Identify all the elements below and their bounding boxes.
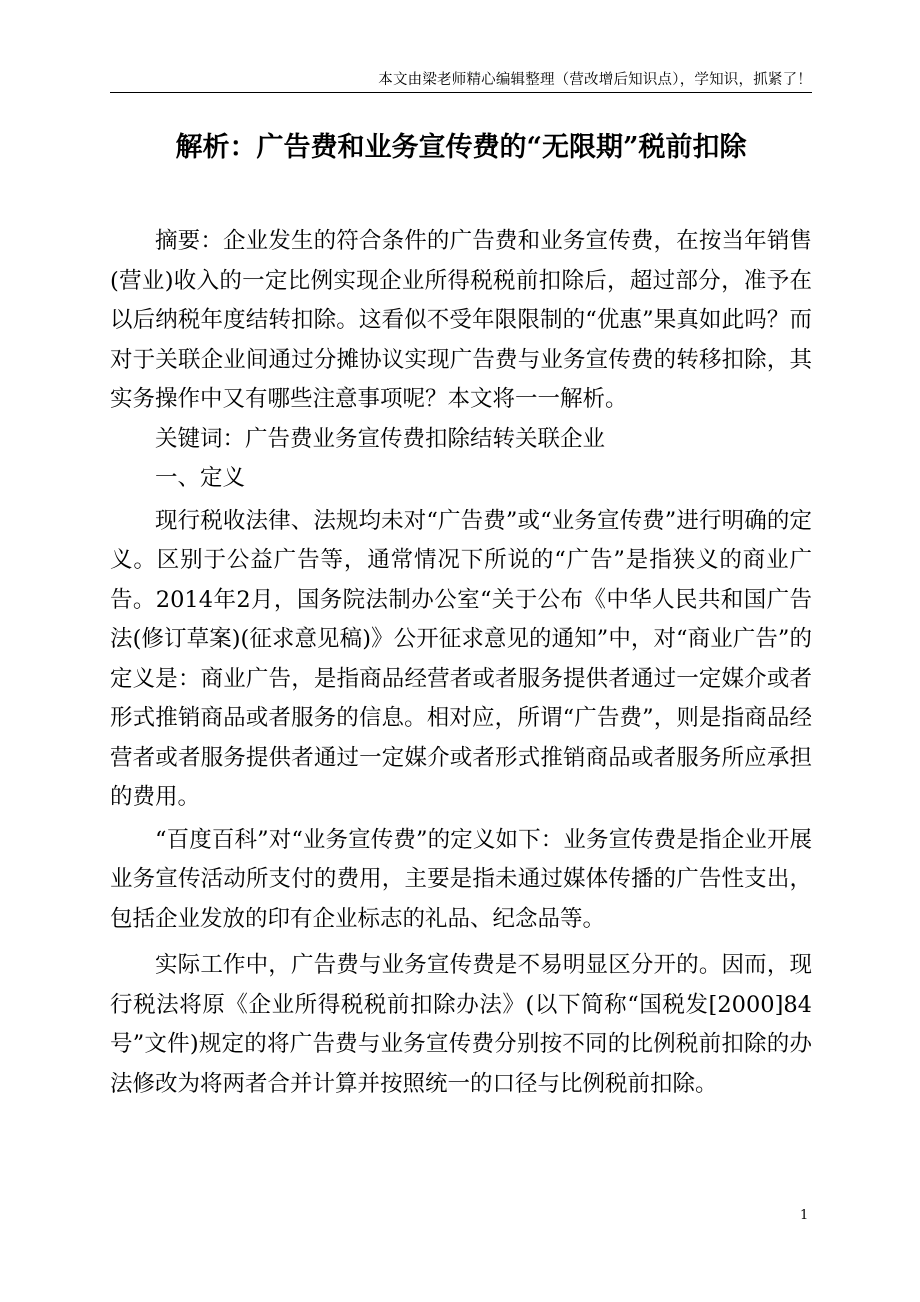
definition-paragraph-1: 现行税收法律、法规均未对“广告费”或“业务宣传费”进行明确的定义。区别于公益广告等，通常情况下所说的“广告”是指狭义的商业广告。2014年2月，国务院法制办公室“关于公布《中华人民共和国广告法(修订草案)(征求意见稿)》公开征求意见的通知”中，对“商业广告”的定义是：商业广告，是指商品经营者或者服务提供者通过一定媒介或者形式推销商品或者服务的信息。相对应，所谓“广告费”，则是指商品经营者或者服务提供者通过一定媒介或者形式推销商品或者服务所应承担的费用。 xyxy=(110,507,812,810)
keywords-paragraph: 关键词：广告费业务宣传费扣除结转关联企业 xyxy=(155,425,606,452)
section-heading-definition: 一、定义 xyxy=(155,465,246,491)
page-header xyxy=(110,70,812,93)
definition-paragraph-3: 实际工作中，广告费与业务宣传费是不易明显区分开的。因而，现行税法将原《企业所得税税前扣除办法》(以下简称“国税发[2000]84号”文件)规定的将广告费与业务宣传费分别按不同的比例税前扣除的办法修改为将两者合并计算并按照统一的口径与比例税前扣除。 xyxy=(110,952,812,1097)
abstract-paragraph: 摘要：企业发生的符合条件的广告费和业务宣传费，在按当年销售(营业)收入的一定比例实现企业所得税税前扣除后，超过部分，准予在以后纳税年度结转扣除。这看似不受年限限制的“优惠”果真如此吗？而对于关联企业间通过分摊协议实现广告费与业务宣传费的转移扣除，其实务操作中又有哪些注意事项呢？本文将一一解析。 xyxy=(110,228,812,412)
header-text: 本文由梁老师精心编辑整理（营改增后知识点），学知识，抓紧了！ xyxy=(378,72,812,88)
document-body xyxy=(110,222,812,1104)
definition-paragraph-2: “百度百科”对“业务宣传费”的定义如下：业务宣传费是指企业开展业务宣传活动所支付的费用，主要是指未通过媒体传播的广告性支出，包括企业发放的印有企业标志的礼品、纪念品等。 xyxy=(110,826,812,932)
page-number: 1 xyxy=(800,1208,809,1223)
document-title: 解析：广告费和业务宣传费的“无限期”税前扣除 xyxy=(175,132,747,163)
